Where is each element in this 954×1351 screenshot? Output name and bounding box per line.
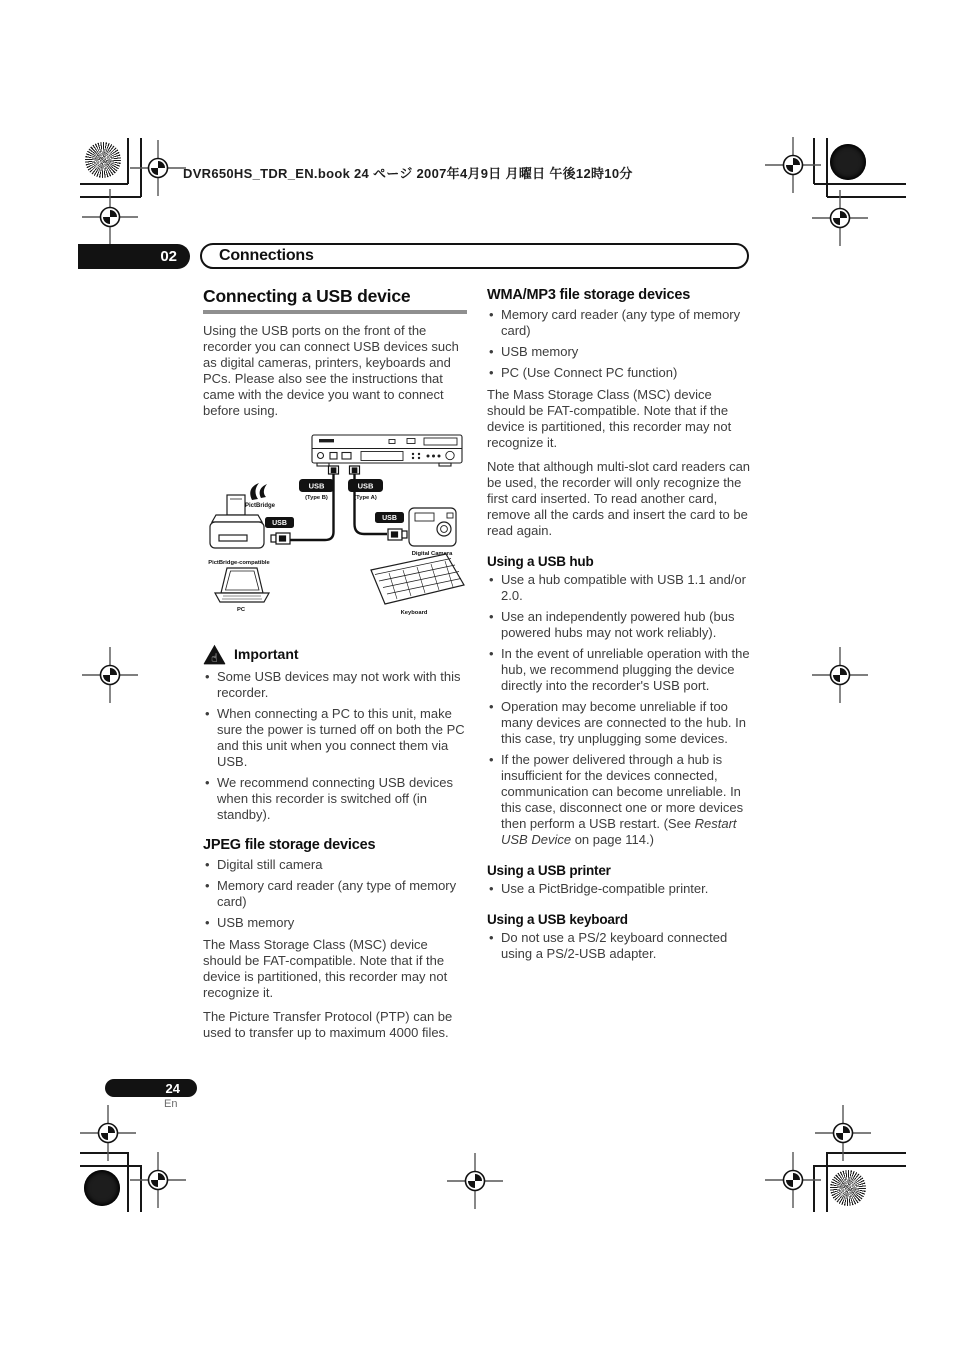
intro-paragraph: Using the USB ports on the front of the recorder you can connect USB devices such as digital cameras, printers, keyboards and PCs. Please also see the instructions that came with the device you want to connect before using. <box>203 323 459 418</box>
jpeg-paragraph-1: The Mass Storage Class (MSC) device should be FAT-compatible. Note that if the device is partitioned, this recorder may not recognize it. <box>203 936 448 1000</box>
camera-label: Digital Camera <box>411 550 453 557</box>
important-bullet-list <box>203 669 467 823</box>
chapter-title-box <box>200 243 749 269</box>
svg-text:USB: USB <box>272 519 287 527</box>
page-title: Connecting a USB device <box>203 286 411 306</box>
list-item: • Use a PictBridge-compatible printer. <box>487 881 751 897</box>
recorder-illustration <box>312 435 462 466</box>
pictbridge-logo <box>245 483 276 509</box>
jpeg-bullet-list <box>203 857 467 931</box>
camera-illustration <box>409 508 456 546</box>
usb-plug-icon <box>329 466 360 474</box>
halftone-circle-icon <box>830 144 866 180</box>
svg-text:USB: USB <box>357 481 374 491</box>
crop-mark <box>127 1152 129 1212</box>
usb-plug-icon <box>271 533 290 544</box>
list-item: • We recommend connecting USB devices when this recorder is switched off (in standby). <box>203 775 467 823</box>
list-item: • Memory card reader (any type of memory card) <box>487 307 751 339</box>
svg-text:USB: USB <box>382 514 397 522</box>
usb-badge-camera <box>375 512 404 523</box>
pc-label: PC <box>236 606 246 613</box>
page-language-label: En <box>164 1098 178 1110</box>
section-heading-jpeg: JPEG file storage devices <box>203 836 376 853</box>
keyboard-label: Keyboard <box>400 609 428 616</box>
registration-mark-icon <box>80 1105 136 1161</box>
keyboard-bullet-list <box>487 930 751 962</box>
registration-mark-icon <box>82 647 138 703</box>
crop-mark <box>814 183 906 185</box>
crop-mark <box>826 138 828 197</box>
hub-last-bullet-post: on page 114.) <box>571 831 654 847</box>
document-header-line: DVR650HS_TDR_EN.book 24 ページ 2007年4月9日 月曜日 午後12時10分 <box>183 166 633 181</box>
svg-text:☝: ☝ <box>211 651 218 665</box>
usb-type-b-badge <box>299 479 334 501</box>
usb-type-a-badge <box>348 479 383 501</box>
printer-label: PictBridge-compatible <box>208 559 270 566</box>
important-icon <box>203 644 226 665</box>
section-heading-usb-keyboard: Using a USB keyboard <box>487 911 628 927</box>
page-number: 24 <box>165 1080 180 1096</box>
hub-last-bullet-pre: If the power delivered through a hub is insufficient for the devices connected, communication can become unreliable. In this case, disconnect one or more devices then perform a USB restart. (See <box>501 751 744 831</box>
list-item: • When connecting a PC to this unit, make sure the power is turned off on both the PC and this unit when you connect them via USB. <box>203 706 467 770</box>
important-heading: Important <box>234 646 299 663</box>
title-rule <box>203 310 467 314</box>
list-item: • Do not use a PS/2 keyboard connected using a PS/2-USB adapter. <box>487 930 751 962</box>
usb-plug-icon <box>388 529 407 540</box>
halftone-starburst-icon <box>830 1170 866 1206</box>
section-heading-wma: WMA/MP3 file storage devices <box>487 287 691 303</box>
registration-mark-icon <box>812 647 868 703</box>
section-heading-usb-hub: Using a USB hub <box>487 553 594 569</box>
crop-mark <box>127 138 129 184</box>
pc-illustration <box>215 568 269 602</box>
registration-mark-icon <box>812 190 868 246</box>
hub-last-bullet-italic: Restart USB Device <box>501 815 737 847</box>
section-heading-usb-printer: Using a USB printer <box>487 862 611 878</box>
list-item: • Some USB devices may not work with this recorder. <box>203 669 467 701</box>
svg-text:PictBridge: PictBridge <box>244 502 276 509</box>
halftone-starburst-icon <box>85 142 121 178</box>
wma-bullet-list <box>487 307 751 381</box>
svg-text:(Type A): (Type A) <box>354 494 377 501</box>
page-number-badge <box>105 1079 197 1097</box>
list-item: • PC (Use Connect PC function) <box>487 365 751 381</box>
important-section-header <box>203 644 467 665</box>
registration-mark-icon <box>130 1152 186 1208</box>
right-column <box>487 286 751 968</box>
registration-mark-icon <box>82 189 138 245</box>
list-item: • USB memory <box>487 344 751 360</box>
chapter-title: Connections <box>219 247 314 264</box>
jpeg-paragraph-2: The Picture Transfer Protocol (PTP) can be used to transfer up to maximum 4000 files. <box>203 1008 453 1040</box>
svg-text:(Type B): (Type B) <box>305 494 328 501</box>
list-item: • USB memory <box>203 915 467 931</box>
crop-mark <box>826 1152 828 1212</box>
keyboard-illustration <box>371 554 464 604</box>
list-item: • Digital still camera <box>203 857 467 873</box>
list-item: • In the event of unreliable operation with the hub, we recommend plugging the device directly into the recorder's USB port. <box>487 646 751 694</box>
list-item: • Memory card reader (any type of memory card) <box>203 878 467 910</box>
registration-mark-icon <box>765 137 821 193</box>
wma-paragraph-1: The Mass Storage Class (MSC) device should be FAT-compatible. Note that if the device is partitioned, this recorder may not recognize it. <box>487 386 732 450</box>
chapter-number: 02 <box>160 248 177 265</box>
usb-diagram-illustration <box>203 427 467 627</box>
svg-text:USB: USB <box>308 481 325 491</box>
usb-badge-printer <box>265 517 294 528</box>
list-item: • Use a hub compatible with USB 1.1 and/or 2.0. <box>487 572 751 604</box>
left-column <box>203 286 467 1049</box>
usb-connection-diagram <box>203 427 467 632</box>
registration-mark-icon <box>130 140 186 196</box>
list-item <box>487 752 751 848</box>
list-item: • Operation may become unreliable if too many devices are connected to the hub. In this case, try unplugging some devices. <box>487 699 751 747</box>
registration-mark-icon <box>765 1152 821 1208</box>
hub-bullet-list <box>487 572 751 848</box>
chapter-number-badge <box>78 244 190 269</box>
wma-paragraph-2: Note that although multi-slot card readers can be used, the recorder will only recognize the first card inserted. To read another card, remove all the cards and insert the card to be read again. <box>487 458 751 538</box>
crop-mark <box>80 183 128 185</box>
registration-mark-icon <box>815 1105 871 1161</box>
list-item: • Use an independently powered hub (bus powered hubs may not work reliably). <box>487 609 751 641</box>
halftone-circle-icon <box>84 1170 120 1206</box>
registration-mark-icon <box>447 1153 503 1209</box>
printer-bullet-list <box>487 881 751 897</box>
